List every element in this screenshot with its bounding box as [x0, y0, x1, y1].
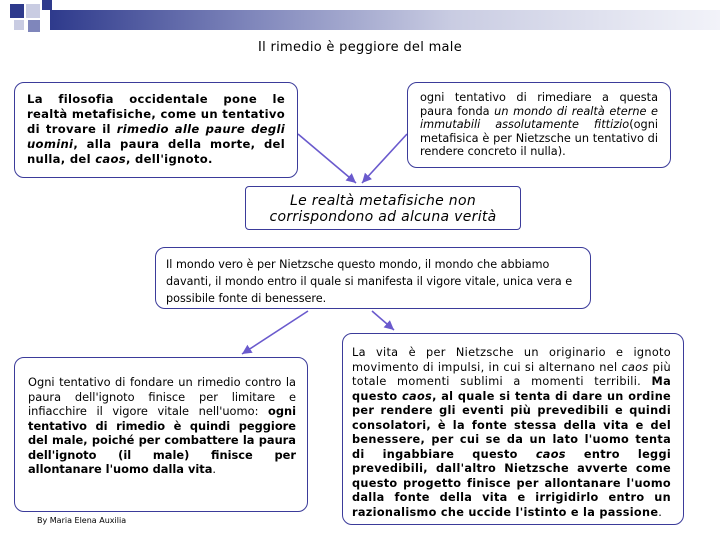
- text-span: .: [212, 462, 217, 476]
- slide-title: Il rimedio è peggiore del male: [257, 40, 463, 55]
- text-bold: entro leggi prevedibili, dall'altro Nietzsche avverte come questo progetto finisce per allontanare l'uomo dalla fonte della vita e irrigidirlo entro un razionalismo che uccide l'istinto e la passione: [352, 447, 672, 519]
- life-box: [342, 333, 684, 525]
- text-bold: ogni tentativo di rimedio è quindi peggiore del male, poiché per combattere la paura dell'ignoto (il male) finisce per allontanare l'uomo dalla vita: [28, 404, 296, 476]
- text-bold-emphasis: caos: [535, 447, 566, 461]
- text-span: Ogni tentativo di fondare un rimedio contro la paura dell'ignoto finisce per limitare e infiacchire il vigore vitale nell'uomo:: [28, 375, 296, 418]
- arrow-philosophy-to-conclusion: [298, 134, 356, 183]
- text-bold: Ma questo: [352, 375, 671, 403]
- remedy-box: [14, 357, 308, 525]
- philosophy-box: [14, 82, 298, 178]
- text-span: (ogni metafisica è per Nietzsche un tentativo di rendere concreto il nulla).: [420, 118, 658, 158]
- text-emphasis: caos: [95, 152, 126, 166]
- true-world-box: Il mondo vero è per Nietzsche questo mondo, il mondo che abbiamo davanti, il mondo entro il quale si manifesta il vigore vitale, unica vera e possibile fonte di benessere.: [155, 247, 591, 309]
- text-span: , alla paura della morte, del nulla, del: [27, 137, 285, 166]
- text-emphasis: rimedio alle paure degli uomini: [27, 122, 285, 151]
- text-span: ogni tentativo di rimediare a questa paura fonda: [420, 91, 658, 118]
- text-span: La vita è per Nietzsche un originario e ignoto movimento di impulsi, in cui si alternano nel: [352, 346, 671, 374]
- attempt-box: [407, 82, 671, 168]
- text-span: , dell'ignoto.: [125, 152, 213, 166]
- arrow-attempt-to-conclusion: [362, 134, 407, 183]
- text-emphasis: un mondo di realtà eterne e immutabili assolutamente fittizio: [420, 104, 658, 131]
- text-bold: , al quale si tenta di dare un ordine per rendere gli eventi più prevedibili e quindi consolatori, è la fonte stessa della vita e del benessere, per cui se da un lato l'uomo tenta di ingabbiare questo: [352, 389, 672, 461]
- text-bold-emphasis: caos: [402, 389, 433, 403]
- arrow-trueworld-to-remedy: [242, 311, 308, 354]
- text-span: più totale momenti sublimi a momenti terribili.: [352, 360, 671, 388]
- author-credit: By Maria Elena Auxilia: [37, 516, 127, 525]
- text-span: La filosofia occidentale pone le realtà metafisiche, come un tentativo di trovare il: [27, 92, 285, 136]
- conclusion-box: Le realtà metafisiche non corrispondono ad alcuna verità: [245, 186, 521, 230]
- text-emphasis: caos: [621, 360, 649, 374]
- arrow-trueworld-to-life: [372, 311, 394, 330]
- text-span: .: [658, 505, 663, 519]
